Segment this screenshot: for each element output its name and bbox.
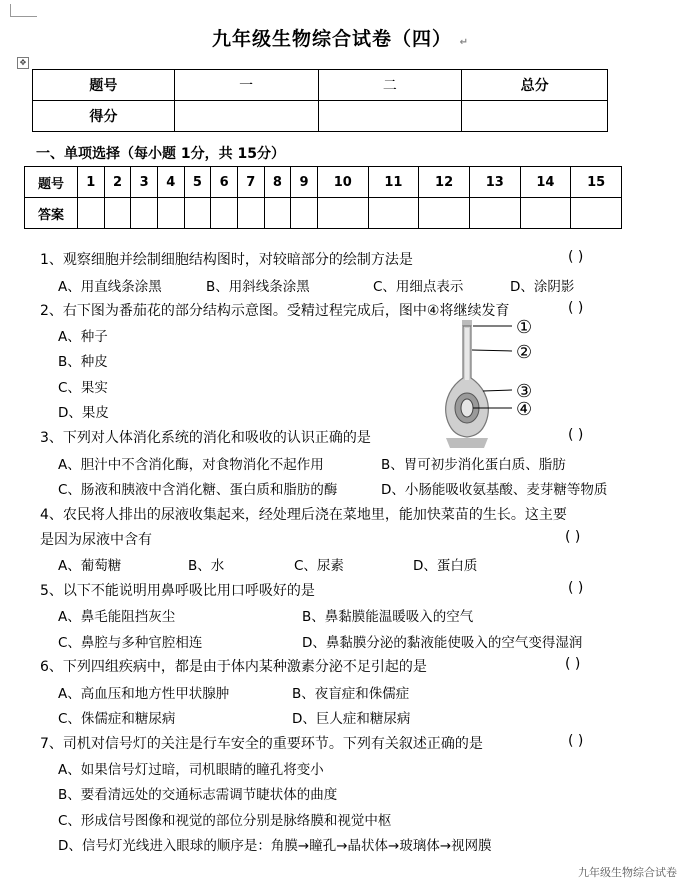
score-row-label: 得分 bbox=[33, 101, 175, 132]
answer-number-cell: 7 bbox=[237, 167, 264, 198]
answer-cell[interactable] bbox=[419, 198, 470, 229]
q5-option-d: D、鼻黏膜分泌的黏液能使吸入的空气变得湿润 bbox=[302, 635, 583, 651]
question-2-answer-paren[interactable]: ( ) bbox=[568, 300, 584, 316]
score-header-cell: 题号 bbox=[33, 70, 175, 101]
q3-option-c: C、肠液和胰液中含消化糖、蛋白质和脂肪的酶 bbox=[58, 482, 338, 498]
question-1-answer-paren[interactable]: ( ) bbox=[568, 249, 584, 265]
q2-option-b: B、种皮 bbox=[58, 354, 108, 370]
label-line-3 bbox=[483, 390, 512, 391]
answer-cell[interactable] bbox=[264, 198, 291, 229]
answer-number-cell: 1 bbox=[78, 167, 105, 198]
answer-number-cell: 4 bbox=[157, 167, 184, 198]
answer-cell[interactable] bbox=[571, 198, 622, 229]
q2-option-d: D、果皮 bbox=[58, 405, 109, 421]
embryo-sac-shape bbox=[461, 399, 473, 417]
q5-option-c: C、鼻腔与多种官腔相连 bbox=[58, 635, 203, 651]
stigma-shape bbox=[462, 320, 472, 326]
answer-number-cell: 5 bbox=[184, 167, 211, 198]
answer-number-cell: 6 bbox=[211, 167, 238, 198]
answer-cell[interactable] bbox=[291, 198, 318, 229]
question-7-answer-paren[interactable]: ( ) bbox=[568, 733, 584, 749]
style-shape bbox=[465, 328, 469, 380]
question-4-answer-paren[interactable]: ( ) bbox=[565, 529, 581, 545]
q5-option-b: B、鼻黏膜能温暖吸入的空气 bbox=[302, 609, 474, 625]
q7-option-a: A、如果信号灯过暗，司机眼睛的瞳孔将变小 bbox=[58, 762, 324, 778]
question-4-stem-continued: 是因为尿液中含有 bbox=[40, 532, 152, 548]
q6-option-a: A、高血压和地方性甲状腺肿 bbox=[58, 686, 230, 702]
answer-cell[interactable] bbox=[317, 198, 368, 229]
q1-option-a: A、用直线条涂黑 bbox=[58, 279, 162, 295]
figure-label-1: ① bbox=[516, 318, 533, 338]
question-5-stem: 5、以下不能说明用鼻呼吸比用口呼吸好的是 bbox=[40, 583, 315, 599]
q2-option-c: C、果实 bbox=[58, 380, 108, 396]
q7-option-d: D、信号灯光线进入眼球的顺序是：角膜→瞳孔→晶状体→玻璃体→视网膜 bbox=[58, 838, 492, 854]
q3-option-d: D、小肠能吸收氨基酸、麦芽糖等物质 bbox=[381, 482, 608, 498]
score-cell[interactable] bbox=[462, 101, 608, 132]
figure-label-2: ② bbox=[516, 342, 533, 363]
score-table-header-row bbox=[33, 70, 608, 101]
answer-number-cell: 11 bbox=[368, 167, 419, 198]
answer-table bbox=[24, 166, 622, 229]
answer-number-cell: 13 bbox=[469, 167, 520, 198]
tomato-flower-figure bbox=[436, 318, 548, 450]
q6-option-b: B、夜盲症和侏儒症 bbox=[292, 686, 410, 702]
page-title: 九年级生物综合试卷（四） ↵ bbox=[211, 28, 470, 50]
q4-option-b: B、水 bbox=[188, 558, 225, 574]
q1-option-c: C、用细点表示 bbox=[373, 279, 464, 295]
question-5-answer-paren[interactable]: ( ) bbox=[568, 580, 584, 596]
question-2-stem: 2、右下图为番茄花的部分结构示意图。受精过程完成后，图中④将继续发育 bbox=[40, 303, 510, 319]
answer-number-cell: 8 bbox=[264, 167, 291, 198]
score-header-cell: 总分 bbox=[462, 70, 608, 101]
score-header-cell: 一 bbox=[174, 70, 318, 101]
receptacle-shape bbox=[446, 438, 488, 448]
page-footer: 九年级生物综合试卷 bbox=[578, 866, 677, 879]
q6-option-c: C、侏儒症和糖尿病 bbox=[58, 711, 176, 727]
answer-cell[interactable] bbox=[237, 198, 264, 229]
figure-label-3: ③ bbox=[516, 381, 533, 402]
answer-number-cell: 14 bbox=[520, 167, 571, 198]
question-1-stem: 1、观察细胞并绘制细胞结构图时，对较暗部分的绘制方法是 bbox=[40, 252, 413, 268]
answer-number-cell: 12 bbox=[419, 167, 470, 198]
q4-option-c: C、尿素 bbox=[294, 558, 344, 574]
page-corner-mark bbox=[10, 4, 37, 17]
question-6-stem: 6、下列四组疾病中，都是由于体内某种激素分泌不足引起的是 bbox=[40, 659, 427, 675]
answer-cell[interactable] bbox=[104, 198, 131, 229]
answer-cell[interactable] bbox=[184, 198, 211, 229]
answer-cell[interactable] bbox=[78, 198, 105, 229]
question-7-stem: 7、司机对信号灯的关注是行车安全的重要环节。下列有关叙述正确的是 bbox=[40, 736, 483, 752]
answer-number-cell: 9 bbox=[291, 167, 318, 198]
question-6-answer-paren[interactable]: ( ) bbox=[565, 656, 581, 672]
q7-option-c: C、形成信号图像和视觉的部位分别是脉络膜和视觉中枢 bbox=[58, 813, 392, 829]
answer-number-cell: 2 bbox=[104, 167, 131, 198]
answer-number-row bbox=[25, 167, 622, 198]
q7-option-b: B、要看清远处的交通标志需调节睫状体的曲度 bbox=[58, 787, 338, 803]
answer-number-cell: 3 bbox=[131, 167, 158, 198]
question-4-stem: 4、农民将人排出的尿液收集起来，经处理后浇在菜地里，能加快菜苗的生长。这主要 bbox=[40, 507, 567, 523]
q5-option-a: A、鼻毛能阻挡灰尘 bbox=[58, 609, 176, 625]
q4-option-a: A、葡萄糖 bbox=[58, 558, 122, 574]
q1-option-b: B、用斜线条涂黑 bbox=[206, 279, 310, 295]
q1-option-d: D、涂阴影 bbox=[510, 279, 575, 295]
answer-row-label: 答案 bbox=[25, 198, 78, 229]
score-table-score-row bbox=[33, 101, 608, 132]
answer-number-cell: 10 bbox=[317, 167, 368, 198]
answer-cell[interactable] bbox=[368, 198, 419, 229]
table-move-handle-icon[interactable]: ✥ bbox=[17, 57, 29, 69]
question-3-stem: 3、下列对人体消化系统的消化和吸收的认识正确的是 bbox=[40, 430, 371, 446]
q6-option-d: D、巨人症和糖尿病 bbox=[292, 711, 411, 727]
score-cell[interactable] bbox=[174, 101, 318, 132]
answer-cell[interactable] bbox=[469, 198, 520, 229]
figure-label-4: ④ bbox=[516, 399, 533, 420]
q3-option-a: A、胆汁中不含消化酶，对食物消化不起作用 bbox=[58, 457, 324, 473]
score-cell[interactable] bbox=[318, 101, 462, 132]
answer-fill-row bbox=[25, 198, 622, 229]
answer-cell[interactable] bbox=[211, 198, 238, 229]
answer-cell[interactable] bbox=[157, 198, 184, 229]
question-3-answer-paren[interactable]: ( ) bbox=[568, 427, 584, 443]
q2-option-a: A、种子 bbox=[58, 329, 108, 345]
section-heading: 一、单项选择（每小题 1分，共 15分） bbox=[36, 146, 285, 162]
label-line-2 bbox=[472, 350, 512, 351]
q3-option-b: B、胃可初步消化蛋白质、脂肪 bbox=[381, 457, 566, 473]
score-table bbox=[32, 69, 608, 132]
answer-row-label: 题号 bbox=[25, 167, 78, 198]
answer-cell[interactable] bbox=[131, 198, 158, 229]
score-header-cell: 二 bbox=[318, 70, 462, 101]
answer-number-cell: 15 bbox=[571, 167, 622, 198]
answer-cell[interactable] bbox=[520, 198, 571, 229]
q4-option-d: D、蛋白质 bbox=[413, 558, 478, 574]
